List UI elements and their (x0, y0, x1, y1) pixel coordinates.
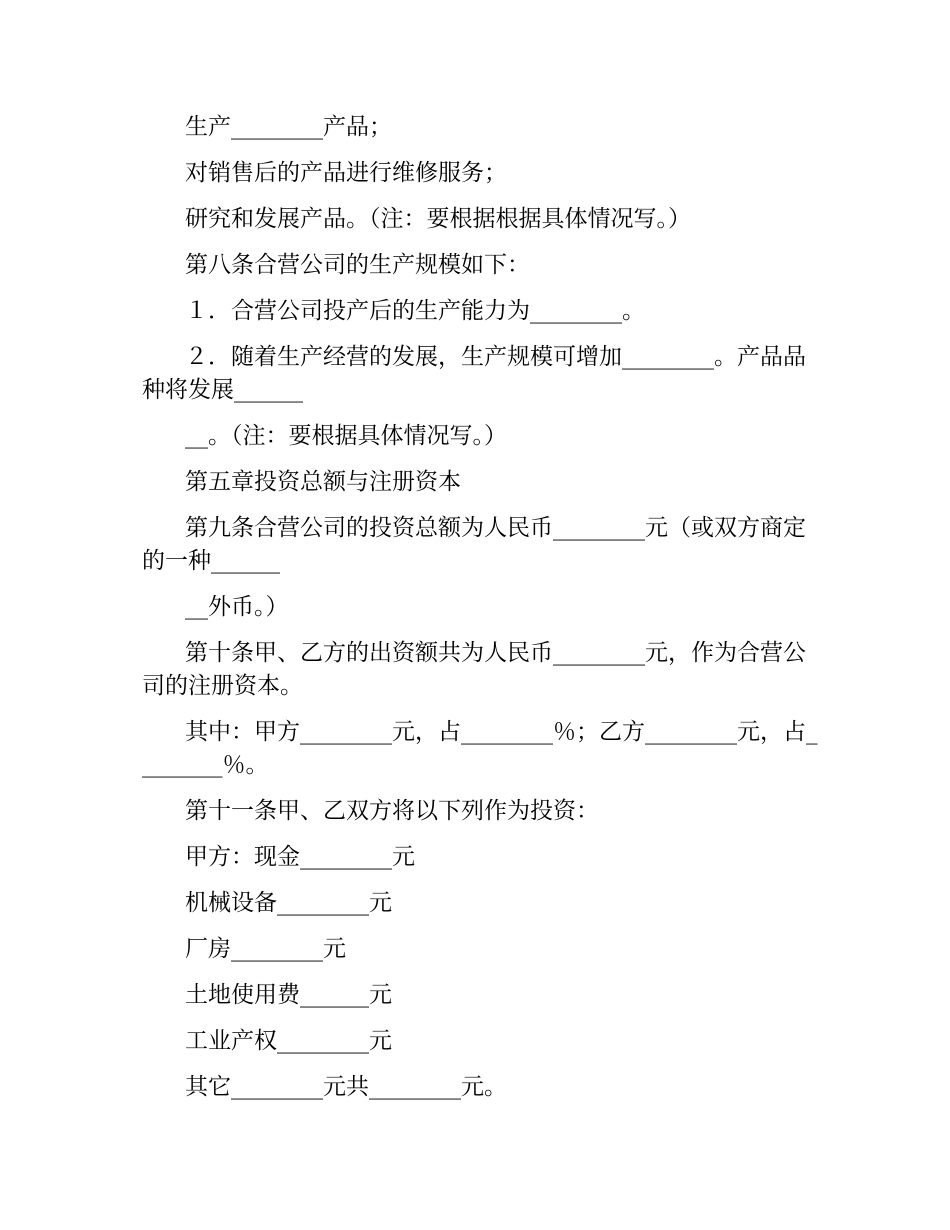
article-11-heading: 第十一条甲、乙双方将以下列作为投资： (185, 798, 599, 824)
article-8-item-2-continued: __。（注：要根据具体情况写。） (185, 423, 507, 449)
chapter-5-title: 第五章投资总额与注册资本 (185, 469, 461, 495)
article-8-heading: 第八条合营公司的生产规模如下： (185, 252, 530, 278)
article-10: 第十条甲、乙方的出资额共为人民币________元，作为合营公司的注册资本。 (142, 640, 806, 699)
article-9: 第九条合营公司的投资总额为人民币________元（或双方商定的一种______ (142, 515, 806, 574)
article-8-item-1: １．合营公司投产后的生产能力为________。 (185, 298, 645, 324)
article-8-item-2: ２．随着生产经营的发展，生产规模可增加________。产品品种将发展______ (142, 344, 806, 403)
machinery-equipment: 机械设备________元 (185, 890, 392, 916)
paragraph-maintenance-service: 对销售后的产品进行维修服务； (185, 160, 507, 186)
factory-buildings: 厂房________元 (185, 936, 346, 962)
paragraph-production-item: 生产________产品； (185, 114, 392, 140)
article-10-shares: 其中：甲方________元，占________％；乙方________元，占________％。 (142, 719, 818, 778)
document-body (142, 111, 822, 1117)
industrial-property: 工业产权________元 (185, 1028, 392, 1054)
article-9-continued: __外币。） (185, 594, 289, 620)
land-use-fee: 土地使用费______元 (185, 982, 392, 1008)
other-total: 其它________元共________元。 (185, 1074, 507, 1100)
paragraph-research-development: 研究和发展产品。（注：要根据根据具体情况写。） (185, 206, 691, 232)
party-a-cash: 甲方：现金________元 (185, 844, 415, 870)
